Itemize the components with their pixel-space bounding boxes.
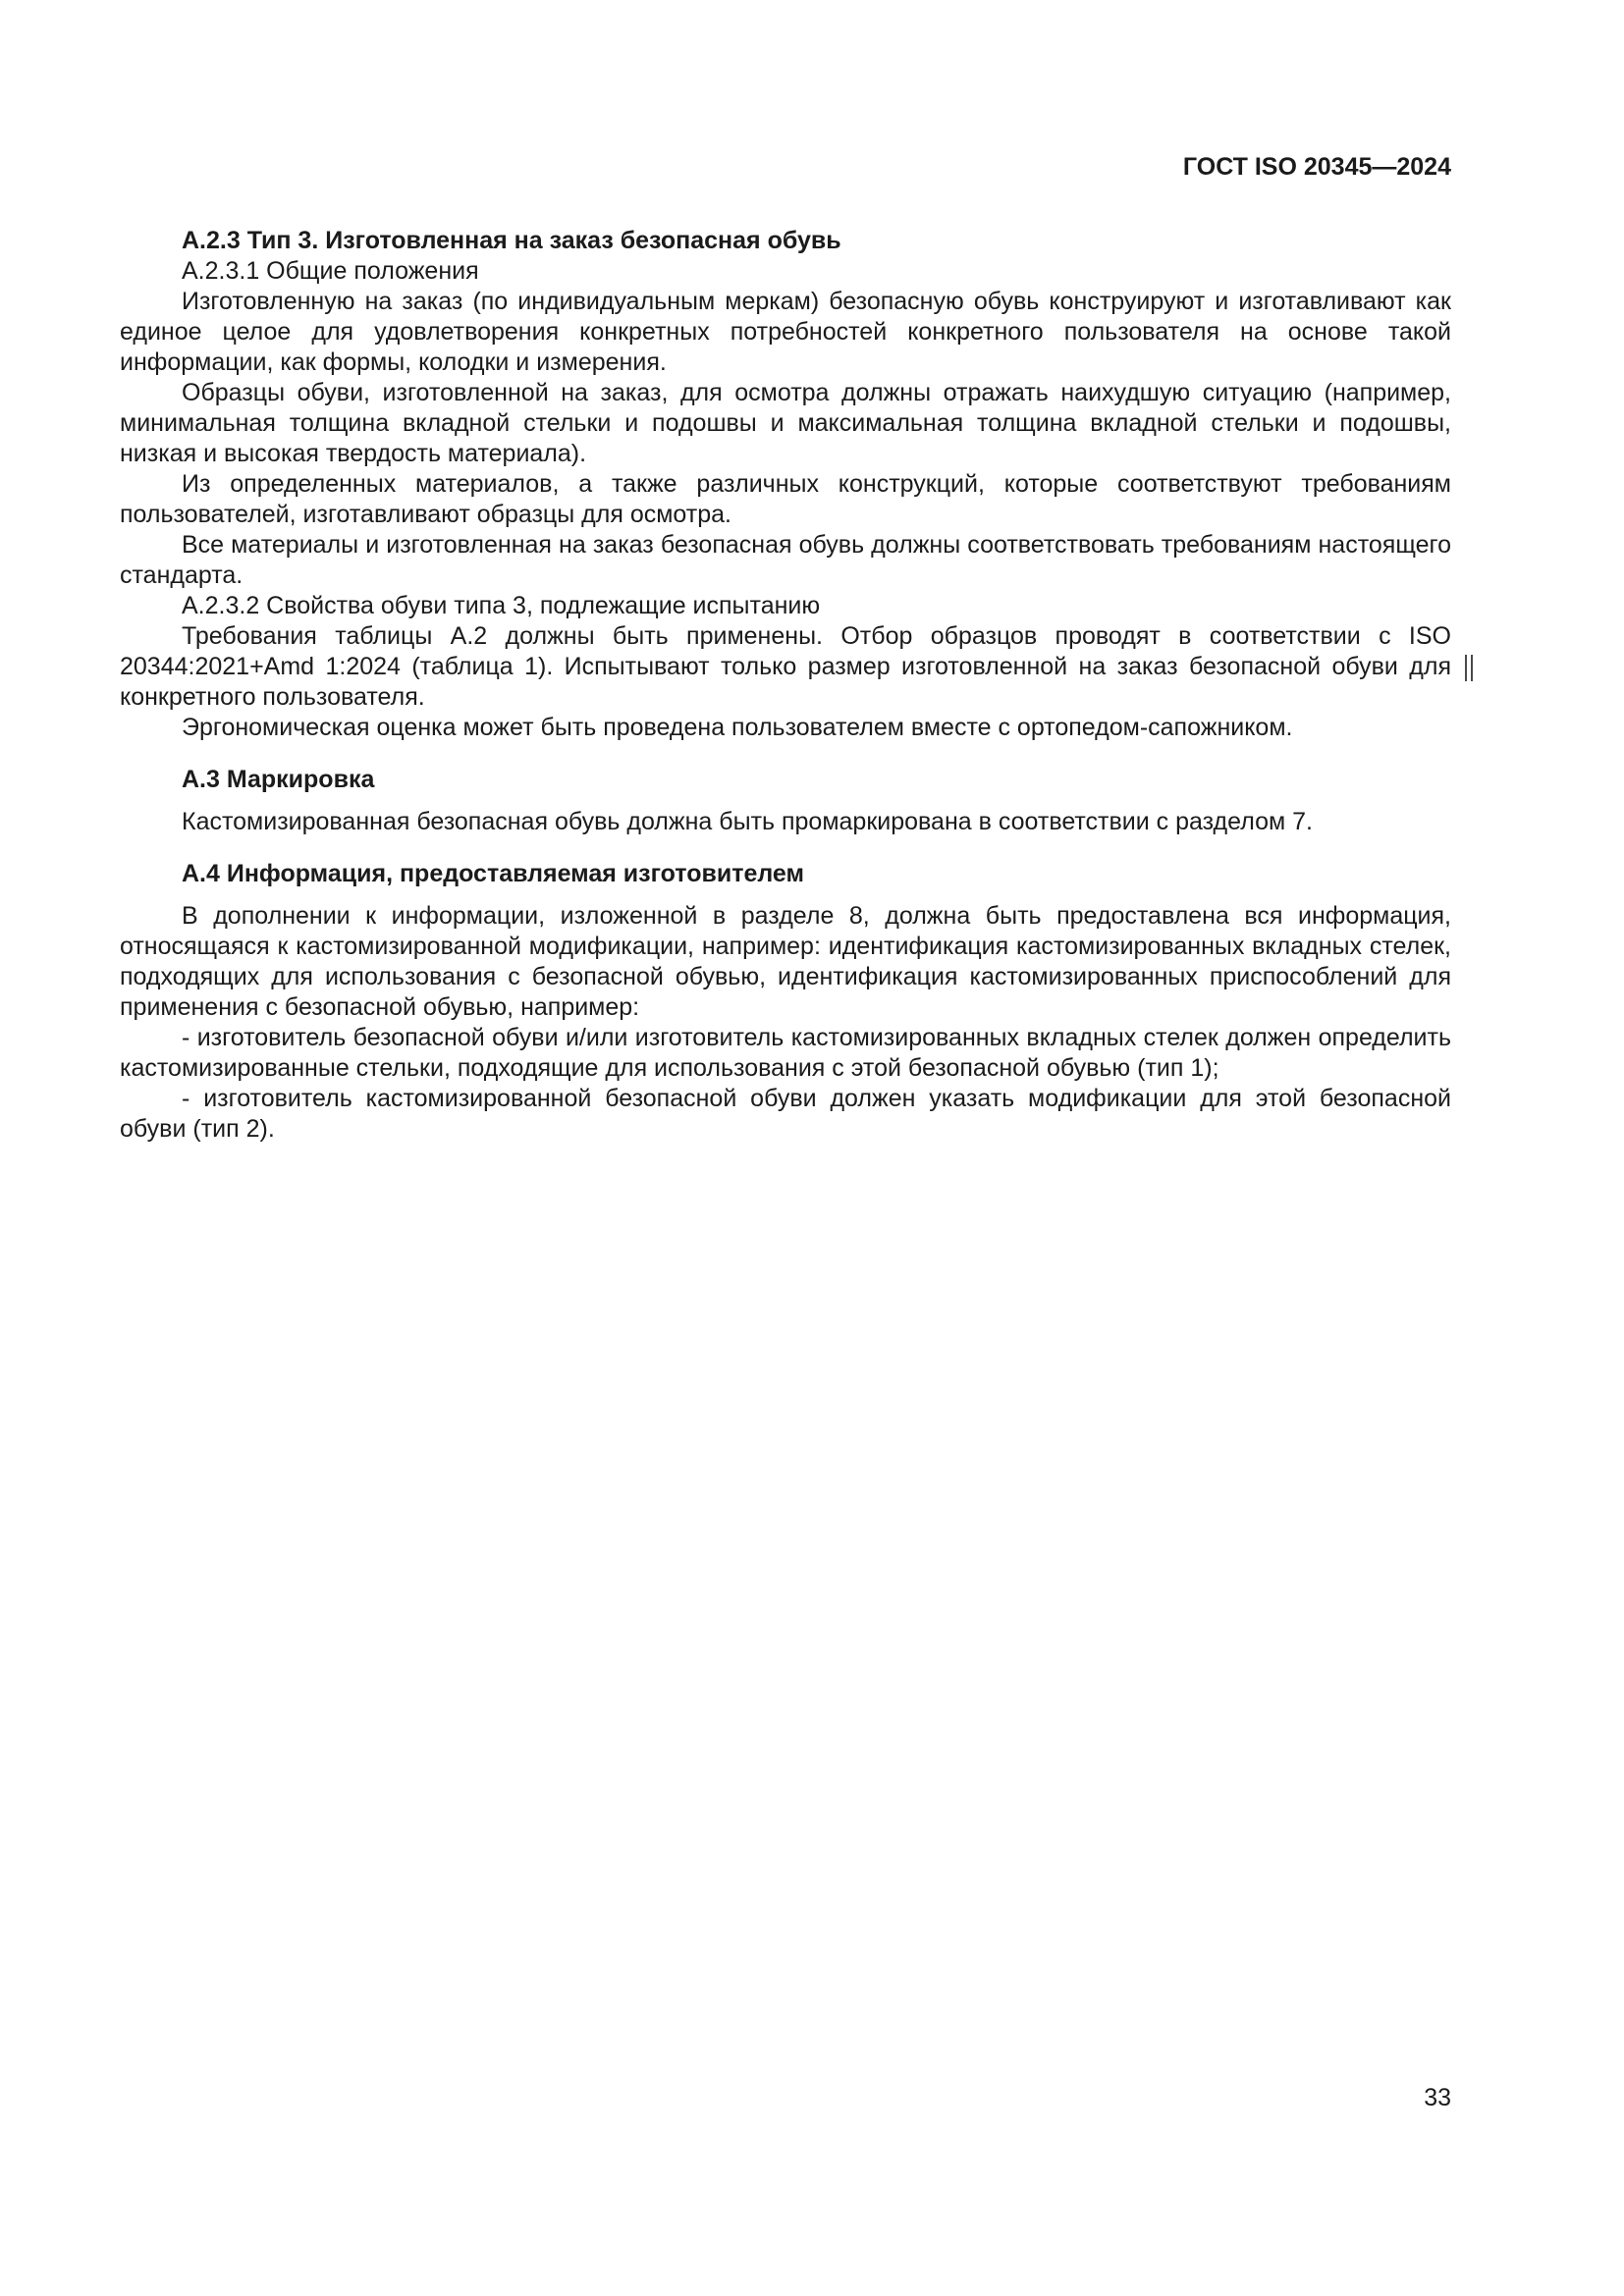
- heading-a-2-3: А.2.3 Тип 3. Изготовленная на заказ безопасная обувь: [182, 227, 841, 254]
- heading-a-4: А.4 Информация, предоставляемая изготовителем: [182, 860, 804, 887]
- paragraph-materials-structures: Из определенных материалов, а также различных конструкций, которые соответствуют требованиям пользователей, изготавливают образцы для осмотра.: [120, 470, 1451, 528]
- change-marker-icon: [1465, 655, 1473, 681]
- heading-a-2-3-1: А.2.3.1 Общие положения: [182, 257, 479, 285]
- paragraph-ergonomic: Эргономическая оценка может быть проведена пользователем вместе с ортопедом-сапожником.: [182, 714, 1293, 741]
- paragraph-samples: Образцы обуви, изготовленной на заказ, для осмотра должны отражать наихудшую ситуацию (например, минимальная толщина вкладной стельки и подошвы и максимальная толщина вкладной стельки и подошвы, низкая и высокая твердость материала).: [120, 379, 1451, 467]
- heading-a-2-3-2: А.2.3.2 Свойства обуви типа 3, подлежащие испытанию: [182, 592, 821, 619]
- document-header: [120, 152, 1451, 182]
- paragraph-testing: [120, 621, 1451, 713]
- paragraph-testing-text: Требования таблицы А.2 должны быть применены. Отбор образцов проводят в соответствии с ISO 20344:2021+Amd 1:2024 (таблица 1). Испытывают только размер изготовленной на заказ безопасной обуви для конкретного пользователя.: [120, 622, 1451, 711]
- paragraph-conformance: Все материалы и изготовленная на заказ безопасная обувь должны соответствовать требованиям настоящего стандарта.: [120, 531, 1451, 589]
- doc-code: ГОСТ ISO 20345—2024: [1182, 153, 1451, 181]
- paragraph-info-intro: В дополнении к информации, изложенной в разделе 8, должна быть предоставлена вся информация, относящаяся к кастомизированной модификации, например: идентификация кастомизированных вкладных стелек, подходящих для использования с безопасной обувью, идентификация кастомизированных приспособлений для применения с безопасной обувью, например:: [120, 902, 1451, 1021]
- page-number: 33: [1424, 2084, 1451, 2111]
- document-body: [120, 226, 1451, 1145]
- list-item-type1: - изготовитель безопасной обуви и/или изготовитель кастомизированных вкладных стелек должен определить кастомизированные стельки, подходящие для использования с этой безопасной обувью (тип 1);: [120, 1024, 1451, 1082]
- paragraph-marking: Кастомизированная безопасная обувь должна быть промаркирована в соответствии с разделом 7.: [182, 808, 1313, 835]
- heading-a-3: А.3 Маркировка: [182, 766, 375, 793]
- paragraph-custom-design: Изготовленную на заказ (по индивидуальным меркам) безопасную обувь конструируют и изготавливают как единое целое для удовлетворения конкретных потребностей конкретного пользователя на основе такой информации, как формы, колодки и измерения.: [120, 288, 1451, 376]
- list-item-type2: - изготовитель кастомизированной безопасной обуви должен указать модификации для этой безопасной обуви (тип 2).: [120, 1085, 1451, 1143]
